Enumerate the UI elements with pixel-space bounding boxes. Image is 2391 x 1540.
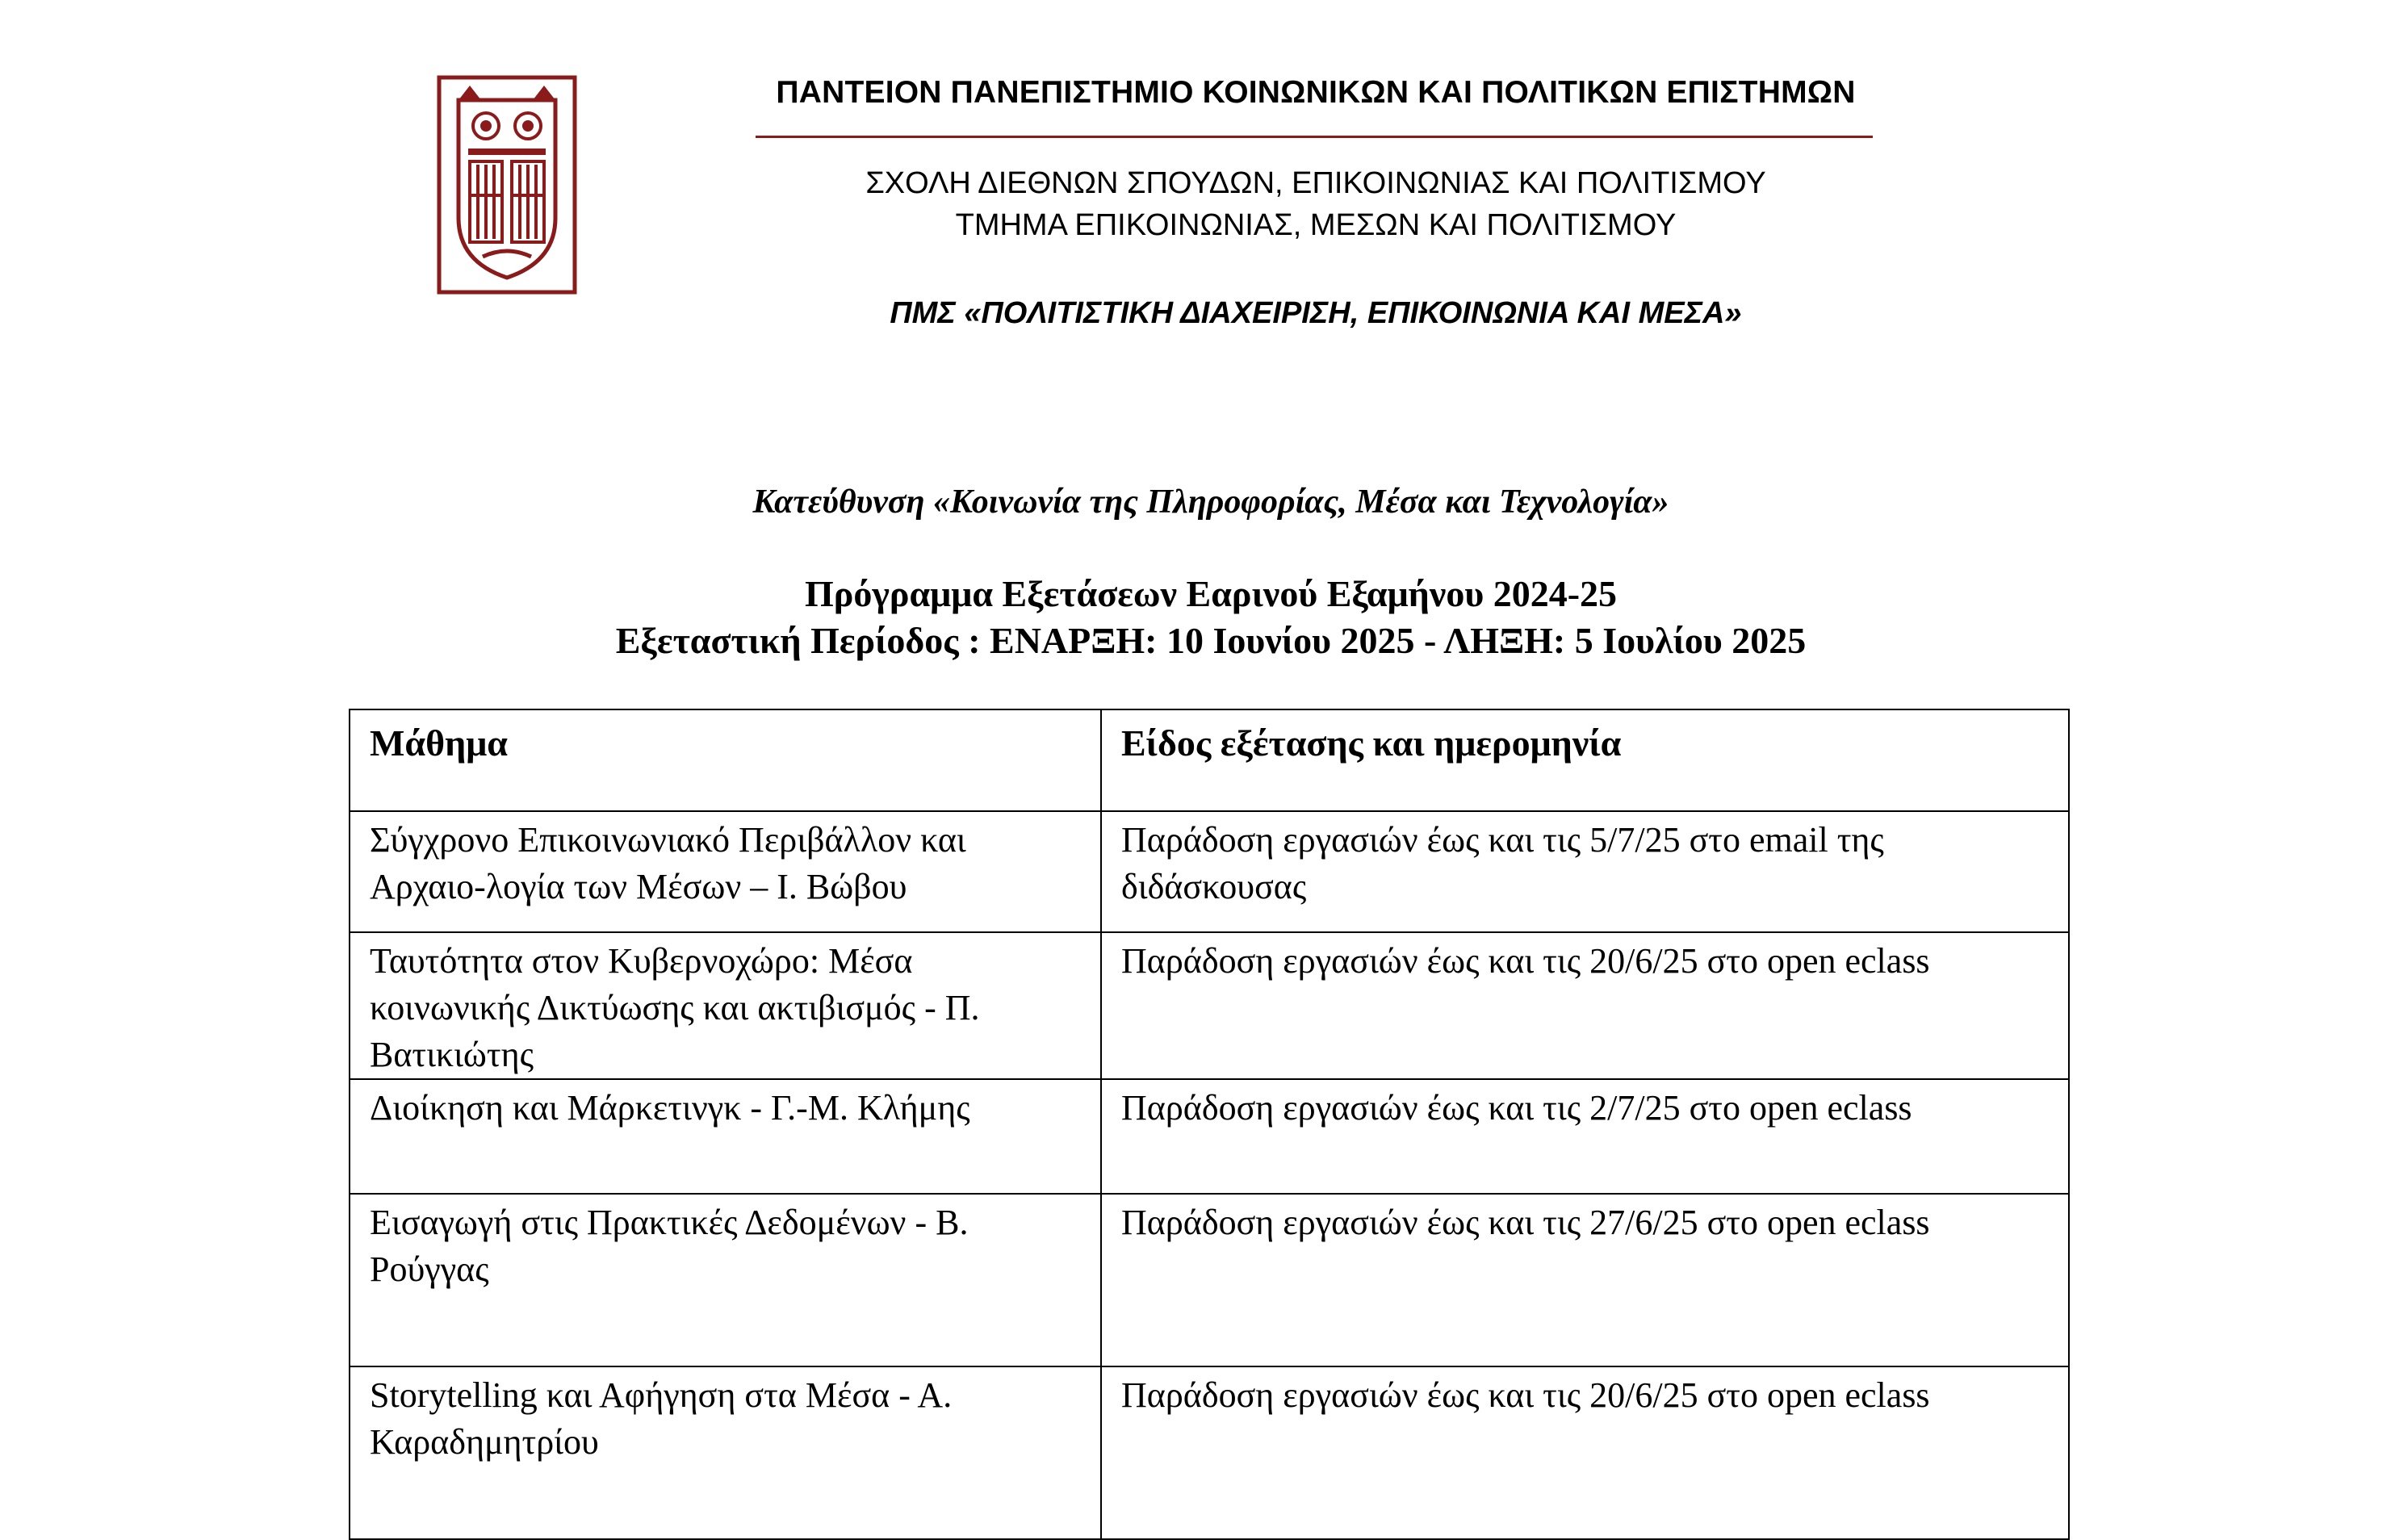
column-header-exam-type: Είδος εξέτασης και ημερομηνία (1101, 709, 2069, 811)
course-cell: Σύγχρονο Επικοινωνιακό Περιβάλλον και Αρχαιο-λογία των Μέσων – Ι. Βώβου (350, 811, 1101, 932)
header-divider (756, 136, 1873, 138)
course-cell: Διοίκηση και Μάρκετινγκ - Γ.-Μ. Κλήμης (350, 1079, 1101, 1194)
table-row (350, 811, 2069, 932)
direction-title: Κατεύθυνση «Κοινωνία της Πληροφορίας, Μέσα και Τεχνολογία» (752, 483, 1669, 521)
table-row (350, 1194, 2069, 1366)
exam-period: Εξεταστική Περίοδος : ΕΝΑΡΞΗ: 10 Ιουνίου 2025 - ΛΗΞΗ: 5 Ιουλίου 2025 (615, 620, 1807, 661)
exam-cell: Παράδοση εργασιών έως και τις 20/6/25 στο open eclass (1101, 932, 2069, 1079)
table-row (350, 932, 2069, 1079)
university-crest-logo (436, 74, 578, 295)
course-cell: Storytelling και Αφήγηση στα Μέσα - Α. Καραδημητρίου (350, 1366, 1101, 1539)
course-cell: Εισαγωγή στις Πρακτικές Δεδομένων - Β. Ρούγγας (350, 1194, 1101, 1366)
exam-cell: Παράδοση εργασιών έως και τις 2/7/25 στο open eclass (1101, 1079, 2069, 1194)
school-name: ΣΧΟΛΗ ΔΙΕΘΝΩΝ ΣΠΟΥΔΩΝ, ΕΠΙΚΟΙΝΩΝΙΑΣ ΚΑΙ ΠΟΛΙΤΙΣΜΟΥ (865, 166, 1766, 200)
department-name: ΤΜΗΜΑ ΕΠΙΚΟΙΝΩΝΙΑΣ, ΜΕΣΩΝ ΚΑΙ ΠΟΛΙΤΙΣΜΟΥ (955, 208, 1677, 242)
university-name: ΠΑΝΤΕΙΟΝ ΠΑΝΕΠΙΣΤΗΜΙΟ ΚΟΙΝΩΝΙΚΩΝ ΚΑΙ ΠΟΛΙΤΙΚΩΝ ΕΠΙΣΤΗΜΩΝ (776, 75, 1856, 110)
exam-cell: Παράδοση εργασιών έως και τις 27/6/25 στο open eclass (1101, 1194, 2069, 1366)
exam-cell: Παράδοση εργασιών έως και τις 5/7/25 στο email της διδάσκουσας (1101, 811, 2069, 932)
table-header-row (350, 709, 2069, 811)
exam-schedule-table (349, 709, 2070, 1540)
column-header-course: Μάθημα (350, 709, 1101, 811)
table-row (350, 1079, 2069, 1194)
exam-cell: Παράδοση εργασιών έως και τις 20/6/25 στο open eclass (1101, 1366, 2069, 1539)
table-row (350, 1366, 2069, 1539)
program-name: ΠΜΣ «ΠΟΛΙΤΙΣΤΙΚΗ ΔΙΑΧΕΙΡΙΣΗ, ΕΠΙΚΟΙΝΩΝΙΑ ΚΑΙ ΜΕΣΑ» (890, 296, 1742, 330)
schedule-title: Πρόγραμμα Εξετάσεων Εαρινού Εξαμήνου 2024-25 (804, 573, 1618, 614)
course-cell: Ταυτότητα στον Κυβερνοχώρο: Μέσα κοινωνικής Δικτύωσης και ακτιβισμός - Π. Βατικιώτης (350, 932, 1101, 1079)
